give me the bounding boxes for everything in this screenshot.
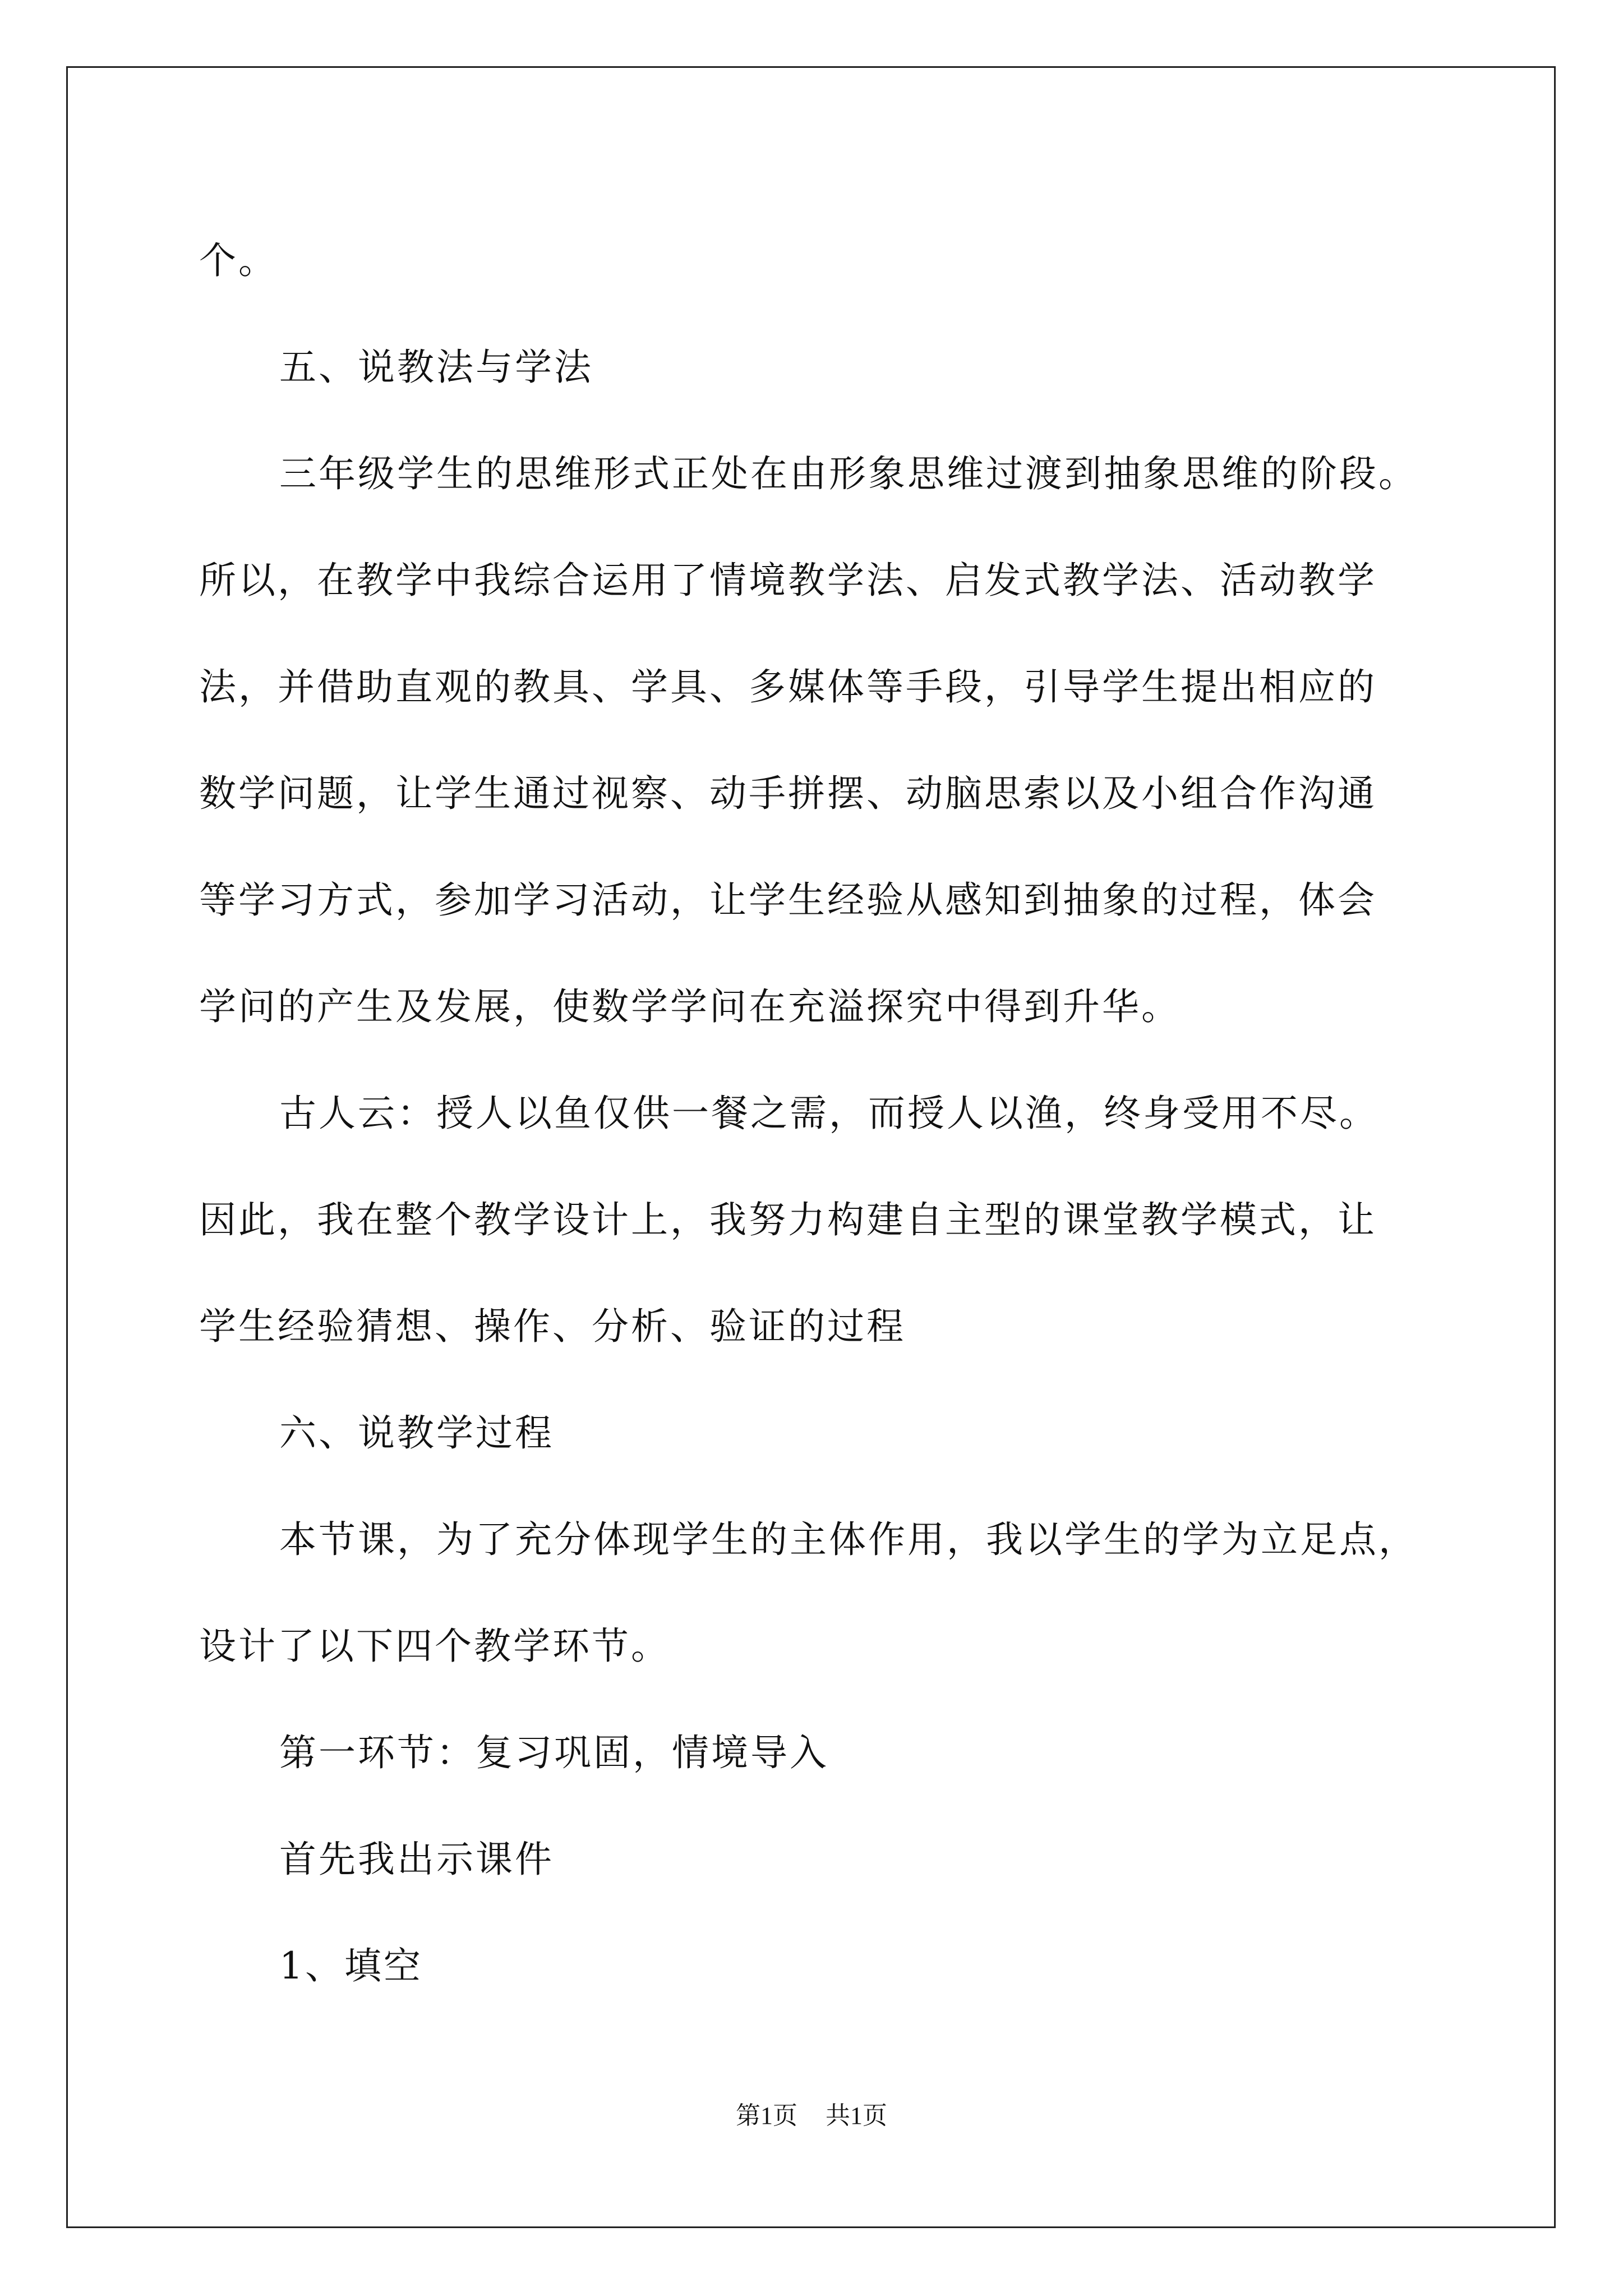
page-number-total: 共1页 (826, 2102, 887, 2129)
text-line: 数学问题，让学生通过视察、动手拼摆、动脑思索以及小组合作沟通 (199, 772, 1377, 815)
text-line: 所以，在教学中我综合运用了情境教学法、启发式教学法、活动教学 (199, 559, 1377, 602)
section-heading: 六、说教学过程 (279, 1411, 554, 1455)
text-line: 因此，我在整个教学设计上，我努力构建自主型的课堂教学模式，让 (199, 1198, 1377, 1241)
text-line: 设计了以下四个教学环节。 (199, 1625, 670, 1668)
subsection-heading: 第一环节：复习巩固，情境导入 (279, 1731, 829, 1774)
text-line: 首先我出示课件 (279, 1838, 554, 1881)
page-footer (0, 2095, 1623, 2131)
section-heading: 五、说教法与学法 (279, 346, 593, 389)
text-line: 三年级学生的思维形式正处在由形象思维过渡到抽象思维的阶段。 (279, 452, 1418, 495)
document-body (199, 208, 1461, 2019)
text-line: 法，并借助直观的教具、学具、多媒体等手段，引导学生提出相应的 (199, 665, 1377, 708)
text-line: 等学习方式，参加学习活动，让学生经验从感知到抽象的过程，体会 (199, 878, 1377, 922)
text-line: 学生经验猜想、操作、分析、验证的过程 (199, 1305, 906, 1348)
text-line: 学问的产生及发展，使数学学问在充溢探究中得到升华。 (199, 985, 1181, 1028)
page-number-current: 第1页 (736, 2102, 797, 2129)
text-line: 古人云：授人以鱼仅供一餐之需，而授人以渔，终身受用不尽。 (279, 1092, 1378, 1135)
text-line: 个。 (199, 239, 278, 282)
list-item: 1、填空 (279, 1944, 423, 1987)
text-line: 本节课，为了充分体现学生的主体作用，我以学生的学为立足点， (279, 1518, 1418, 1561)
